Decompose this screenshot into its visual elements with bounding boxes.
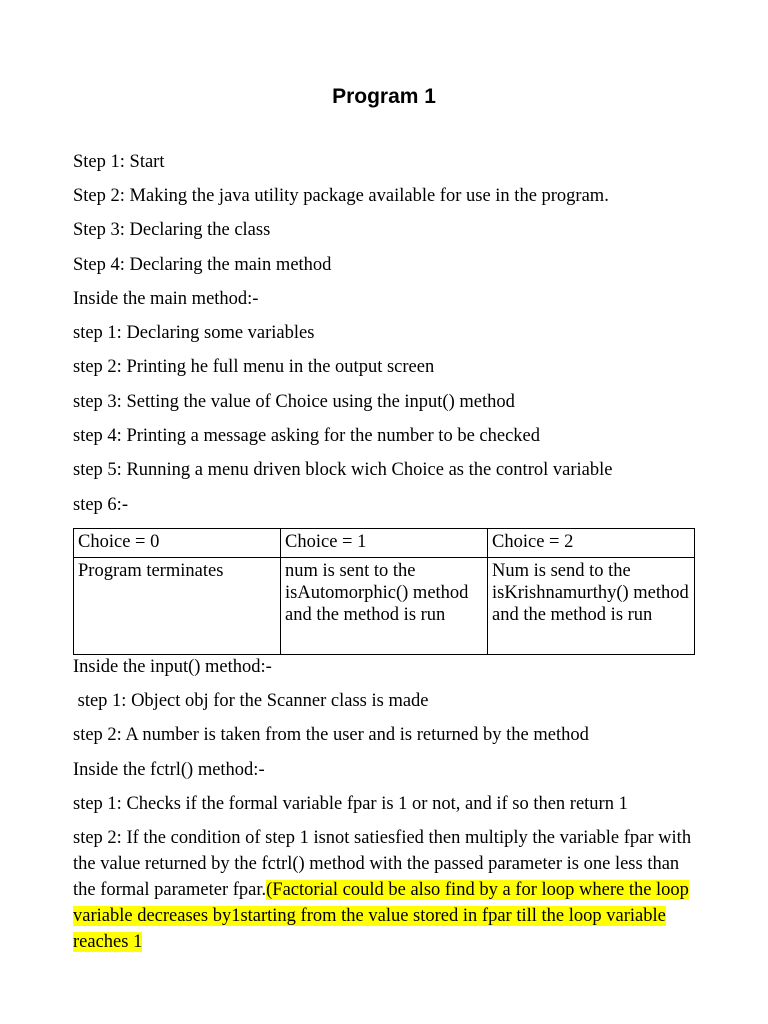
table-header-cell: Choice = 1: [281, 529, 488, 558]
step-line: Step 1: Start: [73, 152, 165, 172]
step-line: step 3: Setting the value of Choice using the input() method: [73, 392, 515, 412]
table-header-cell: Choice = 0: [74, 529, 281, 558]
step-line: step 4: Printing a message asking for the number to be checked: [73, 426, 540, 446]
step-line: Step 3: Declaring the class: [73, 220, 271, 240]
step-line: step 1: Checks if the formal variable fpar is 1 or not, and if so then return 1: [73, 794, 628, 814]
step-line: step 2: Printing he full menu in the output screen: [73, 357, 435, 377]
table-cell: num is sent to the isAutomorphic() method and the method is run: [281, 558, 488, 655]
step-line: Step 4: Declaring the main method: [73, 255, 332, 275]
table-cell: Program terminates: [74, 558, 281, 655]
step-line: step 5: Running a menu driven block wich Choice as the control variable: [73, 460, 613, 480]
step-line: step 1: Declaring some variables: [73, 323, 315, 343]
step-line: step 2: A number is taken from the user and is returned by the method: [73, 725, 589, 745]
table-cell: Num is send to the isKrishnamurthy() method and the method is run: [488, 558, 695, 655]
step-line: Step 2: Making the java utility package available for use in the program.: [73, 186, 609, 206]
final-paragraph: [73, 825, 698, 955]
step-line: step 1: Object obj for the Scanner class is made: [73, 691, 429, 711]
choice-table: [73, 528, 695, 655]
table-header-cell: Choice = 2: [488, 529, 695, 558]
highlighted-note: (Factorial could be also find by a for loop where the loop variable decreases by1starting from the value stored in fpar till the loop variable reaches 1: [73, 880, 689, 952]
section-heading: Inside the input() method:-: [73, 657, 272, 677]
paragraph-text: step 2: If the condition of step 1 isnot satiesfied then multiply the variable fpar with the value returned by the fctrl() method with the passed parameter is one less than the formal parameter fpar.: [73, 828, 692, 900]
page-title: Program 1: [332, 85, 436, 108]
table-row: [74, 558, 695, 655]
table-header-row: [74, 529, 695, 558]
step-line: step 6:-: [73, 495, 128, 515]
section-heading: Inside the main method:-: [73, 289, 259, 309]
section-heading: Inside the fctrl() method:-: [73, 760, 265, 780]
